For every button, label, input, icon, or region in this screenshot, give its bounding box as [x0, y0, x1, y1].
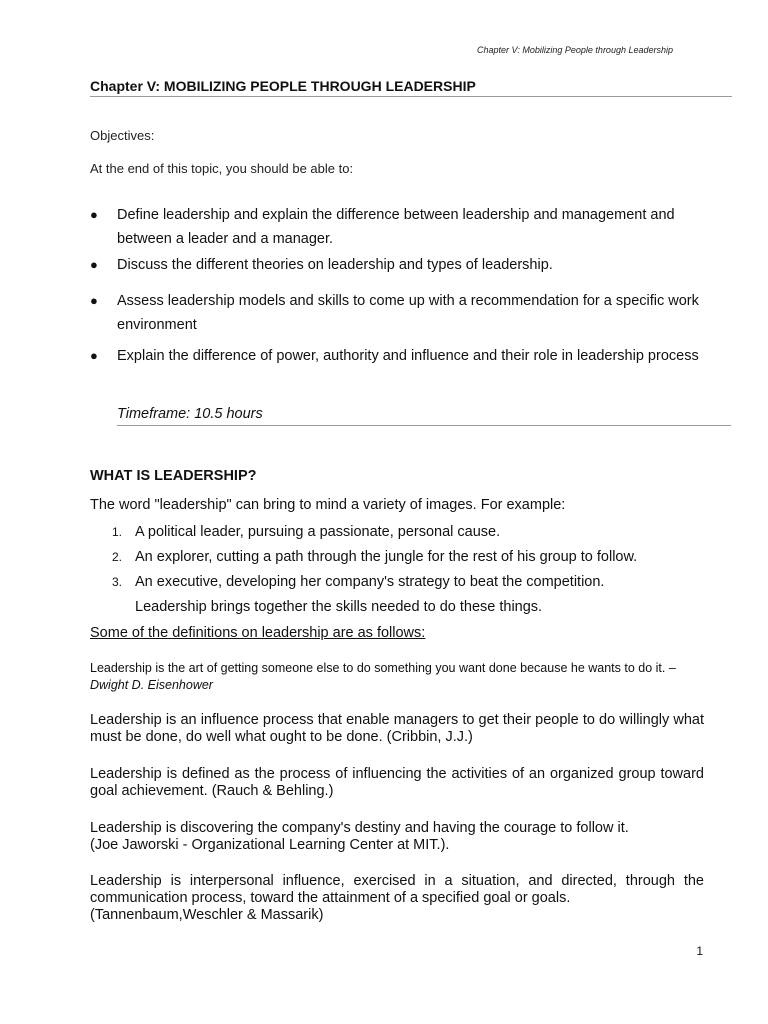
example-number: 3. — [112, 575, 123, 589]
example-text: An executive, developing her company's strategy to beat the competition. — [135, 574, 605, 590]
objective-item — [90, 289, 730, 337]
example-item — [112, 570, 712, 595]
example-item — [112, 545, 712, 570]
objective-item — [90, 203, 730, 251]
examples-summary-item — [112, 595, 712, 620]
example-item — [112, 520, 712, 545]
bullet-icon: ● — [90, 293, 98, 308]
definition-cribbin: Leadership is an influence process that enable managers to get their people to do willingly what must be done, do well what ought to be done. (Cribbin, J.J.) — [90, 712, 704, 745]
objectives-label: Objectives: — [90, 128, 155, 143]
definition-jaworski-source: (Joe Jaworski - Organizational Learning Center at MIT.). — [90, 837, 450, 853]
definitions-heading: Some of the definitions on leadership are as follows: — [90, 625, 426, 641]
example-number: 1. — [112, 525, 123, 539]
page-number: 1 — [696, 944, 703, 958]
definition-eisenhower — [90, 660, 704, 694]
definition-rauch-behling: Leadership is defined as the process of influencing the activities of an organized group toward goal achievement. (Rauch & Behling.) — [90, 766, 704, 799]
definition-eisenhower-text: Leadership is the art of getting someone else to do something you want done because he wants to do it. – — [90, 661, 676, 675]
timeframe: Timeframe: 10.5 hours — [117, 406, 731, 426]
objective-text: Define leadership and explain the difference between leadership and management and between a leader and a manager. — [117, 207, 675, 247]
definition-tannenbaum-source: (Tannenbaum,Weschler & Massarik) — [90, 907, 324, 923]
example-text: A political leader, pursuing a passionate, personal cause. — [135, 524, 501, 540]
bullet-icon: ● — [90, 348, 98, 363]
bullet-icon: ● — [90, 207, 98, 222]
definition-tannenbaum — [90, 873, 704, 924]
bullet-icon: ● — [90, 257, 98, 272]
running-header: Chapter V: Mobilizing People through Leadership — [477, 45, 673, 55]
objective-text: Discuss the different theories on leadership and types of leadership. — [117, 257, 553, 273]
section-intro: The word "leadership" can bring to mind a variety of images. For example: — [90, 497, 566, 513]
chapter-title: Chapter V: MOBILIZING PEOPLE THROUGH LEADERSHIP — [90, 78, 732, 97]
objectives-list — [90, 203, 730, 368]
definition-tannenbaum-text: Leadership is interpersonal influence, exercised in a situation, and directed, through the communication process, toward the attainment of a specified goal or goals. — [90, 873, 704, 906]
objective-text: Assess leadership models and skills to come up with a recommendation for a specific work environment — [117, 293, 699, 333]
example-number: 2. — [112, 550, 123, 564]
objectives-intro: At the end of this topic, you should be able to: — [90, 161, 354, 176]
objective-item — [90, 344, 730, 368]
examples-list — [112, 520, 712, 620]
examples-summary: Leadership brings together the skills needed to do these things. — [135, 599, 543, 615]
definition-jaworski — [90, 820, 704, 854]
objective-text: Explain the difference of power, authority and influence and their role in leadership process — [117, 348, 699, 364]
definition-jaworski-text: Leadership is discovering the company's destiny and having the courage to follow it. — [90, 820, 629, 836]
objective-item — [90, 253, 730, 277]
example-text: An explorer, cutting a path through the jungle for the rest of his group to follow. — [135, 549, 638, 565]
definition-eisenhower-author: Dwight D. Eisenhower — [90, 678, 213, 692]
section-heading: WHAT IS LEADERSHIP? — [90, 468, 257, 484]
